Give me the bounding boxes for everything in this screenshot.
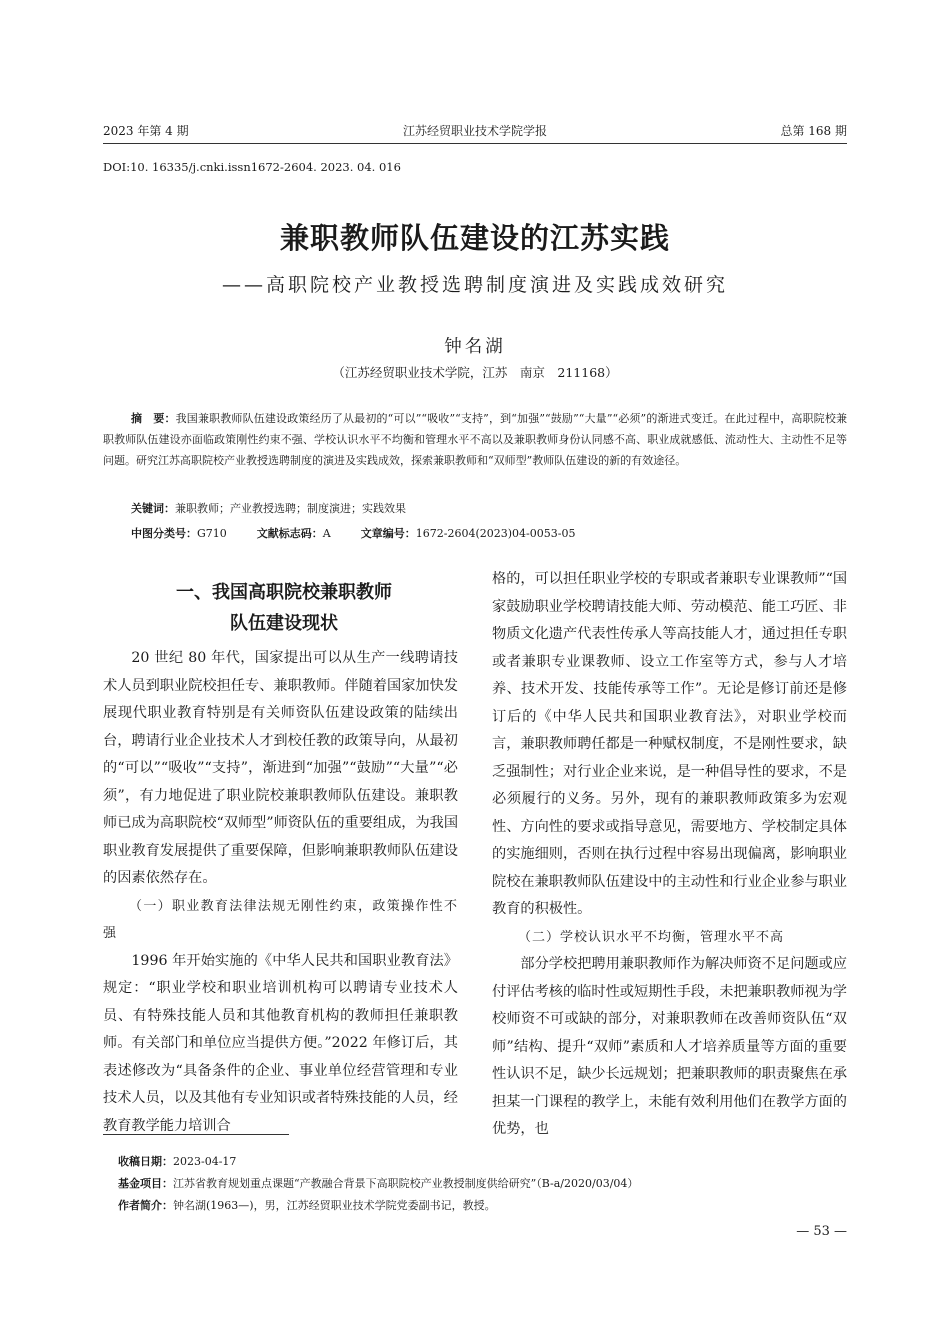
keywords-label: 关键词： [131, 502, 175, 515]
header-rule [103, 143, 847, 144]
bio-label: 作者简介： [118, 1199, 173, 1212]
bio-text: 钟名湖(1963—)，男，江苏经贸职业技术学院党委副书记，教授。 [173, 1199, 496, 1212]
fund-label: 基金项目： [118, 1177, 173, 1190]
clc-value: G710 [197, 527, 227, 540]
header-issue: 2023 年第 4 期 [103, 124, 189, 138]
classification-line [131, 525, 847, 541]
header-journal: 江苏经贸职业技术学院学报 [402, 124, 547, 138]
keywords-text: 兼职教师；产业教授选聘；制度演进；实践效果 [175, 502, 406, 515]
doc-label: 文献标志码： [256, 527, 323, 540]
keywords [131, 500, 847, 516]
section-heading-line1: 一、我国高职院校兼职教师 [176, 582, 392, 603]
doi: DOI:10. 16335/j.cnki.issn1672-2604. 2023. 04. 016 [103, 160, 401, 174]
art-label: 文章编号： [360, 527, 416, 540]
right-column [492, 566, 847, 1144]
clc-label: 中图分类号： [131, 527, 197, 540]
article-subtitle: ——高职院校产业教授选聘制度演进及实践成效研究 [221, 274, 728, 296]
paragraph: 部分学校把聘用兼职教师作为解决师资不足问题或应付评估考核的临时性或短期性手段，未把兼职教师视为学校师资不可或缺的部分，对兼职教师在改善师资队伍“双师”结构、提升“双师”素质和人才培养质量等方面的重要性认识不足，缺少长远规划；把兼职教师的职责聚焦在承担某一门课程的教学上，未能有效利用他们在教学方面的优势，也 [492, 956, 847, 1137]
footnote-received [118, 1153, 236, 1169]
paragraph: 格的，可以担任职业学校的专职或者兼职专业课教师”“国家鼓励职业学校聘请技能大师、劳动模范、能工巧匠、非物质文化遗产代表性传承人等高技能人才，通过担任专职或者兼职专业课教师、设立工作室等方式，参与人才培养、技术开发、技能传承等工作”。无论是修订前还是修订后的《中华人民共和国职业教育法》，对职业学校而言，兼职教师聘任都是一种赋权制度，不是刚性要求，缺乏强制性；对行业企业来说，是一种倡导性的要求，不是必须履行的义务。另外，现有的兼职教师政策多为宏观性、方向性的要求或指导意见，需要地方、学校制定具体的实施细则，否则在执行过程中容易出现偏离，影响职业院校在兼职教师队伍建设中的主动性和行业企业参与职业教育的积极性。 [492, 571, 848, 917]
footnote-rule [103, 1134, 289, 1135]
footnote-bio [118, 1197, 496, 1213]
received-date: 2023-04-17 [173, 1155, 237, 1168]
abstract-text: 我国兼职教师队伍建设政策经历了从最初的“可以”“吸收”“支持”，到“加强”“鼓励”“大量”“必须”的渐进式变迁。在此过程中，高职院校兼职教师队伍建设亦面临政策刚性约束不强、学校认识水平不均衡和管理水平不高以及兼职教师身份认同感不高、职业成就感低、流动性大、主动性不足等问题。研究江苏高职院校产业教授选聘制度的演进及实践成效，探索兼职教师和“双师型”教师队伍建设的新的有效途径。 [103, 412, 847, 467]
affiliation: （江苏经贸职业技术学院，江苏 南京 211168） [332, 365, 618, 380]
page-number: — 53 — [796, 1224, 847, 1239]
doc-value: A [322, 527, 331, 540]
subheading-2: （二）学校认识水平不均衡，管理水平不高 [518, 929, 785, 945]
footnote-fund [118, 1175, 638, 1191]
art-value: 1672-2604(2023)04-0053-05 [415, 527, 576, 540]
author-name: 钟名湖 [444, 337, 506, 357]
fund-text: 江苏省教育规划重点课题“产教融合背景下高职院校产业教授制度供给研究”（B-a/2020/03/04） [173, 1177, 639, 1190]
section-heading-1 [103, 577, 465, 639]
abstract [103, 408, 847, 471]
received-label: 收稿日期： [118, 1155, 173, 1168]
article-title: 兼职教师队伍建设的江苏实践 [279, 221, 670, 255]
left-column [103, 645, 458, 1140]
section-heading-line2: 队伍建设现状 [230, 613, 338, 634]
abstract-label: 摘 要： [131, 412, 176, 425]
header-total: 总第 168 期 [780, 124, 847, 138]
paragraph: 20 世纪 80 年代，国家提出可以从生产一线聘请技术人员到职业院校担任专、兼职教师。伴随着国家加快发展现代职业教育特别是有关师资队伍建设政策的陆续出台，聘请行业企业技术人才到校任教的政策导向，从最初的“可以”“吸收”“支持”，渐进到“加强”“鼓励”“大量”“必须”，有力地促进了职业院校兼职教师队伍建设。兼职教师已成为高职院校“双师型”师资队伍的重要组成，为我国职业教育发展提供了重要保障，但影响兼职教师队伍建设的因素依然存在。 [103, 650, 459, 886]
paragraph: 1996 年开始实施的《中华人民共和国职业教育法》规定：“职业学校和职业培训机构可以聘请专业技术人员、有特殊技能人员和其他教育机构的教师担任兼职教师。有关部门和单位应当提供方便。”2022 年修订后，其表述修改为“具备条件的企业、事业单位经营管理和专业技术人员，以及其他有专业知识或者特殊技能的人员，经教育教学能力培训合 [103, 952, 458, 1134]
subheading-1: （一）职业教育法律法规无刚性约束，政策操作性不强 [103, 898, 458, 941]
